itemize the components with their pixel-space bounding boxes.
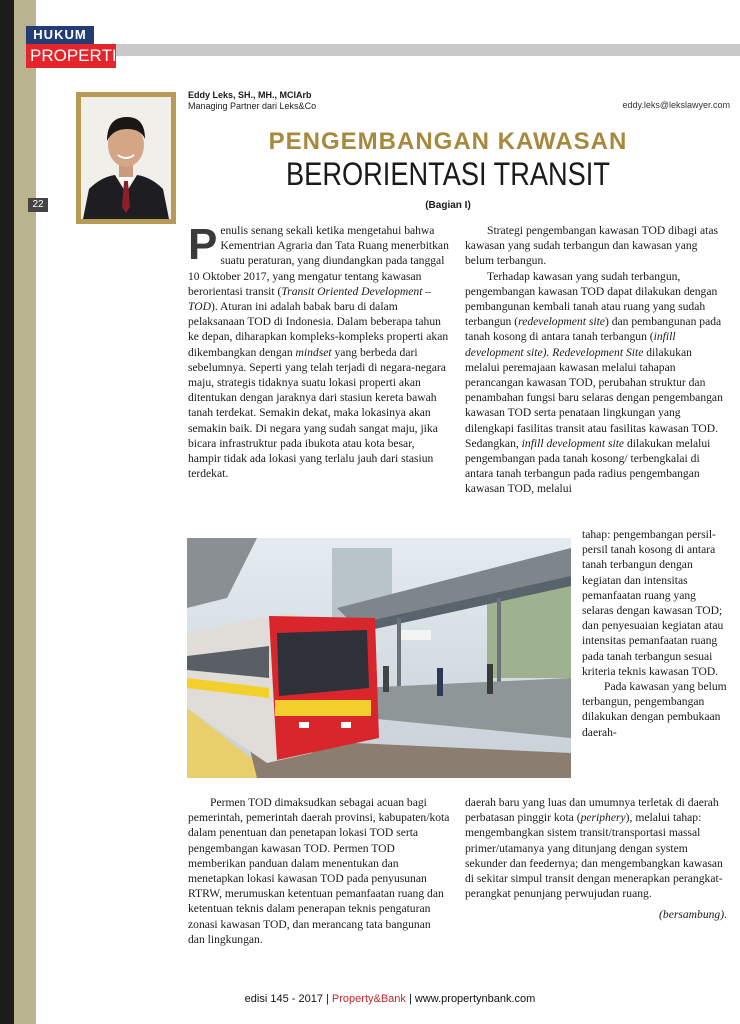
text-run: dilakukan melalui peremajaan kawasan melalui tahapan perancangan kawasan TOD, perubahan struktur dan penambahan fungsi baru selaras dengan pengembangan kawasan TOD serta penataan lingkungan yang dilengkapi fasilitas transit atau fasilitas kawasan TOD. Sedangkan, [465, 345, 723, 450]
column-3 [188, 795, 450, 947]
text-run: Terhadap kawasan yang sudah terbangun, pengembangan kawasan TOD dapat dilakukan dengan pembangunan kembali tanah atau ruang yang sudah terbangun ( [465, 269, 718, 329]
paragraph [465, 269, 727, 497]
author-photo [81, 97, 171, 219]
text-run: yang berbeda dari sebelumnya. Seperti yang telah terjadi di negara-negara maju, strategis tidaknya suatu lokasi properti akan ditentukan dengan jaraknya dari stasiun kereta bawah tanah terdekat. Semakin dekat, maka lokasinya akan semakin baik. Di negara yang sudah sangat maju, jika bicara infrastruktur pada ibukota atau kota besar, hampir tidak ada lokasi yang terlalu jauh dari stasiun terdekat. [188, 345, 446, 481]
text-run-italic: infill development site [521, 436, 625, 450]
article-title-line1: PENGEMBANGAN KAWASAN [268, 128, 628, 155]
article-subtitle: (Bagian I) [425, 200, 471, 211]
author-email: eddy.leks@lekslawyer.com [622, 100, 730, 110]
footer-url: | www.propertynbank.com [405, 993, 536, 1005]
left-margin-accent [14, 0, 36, 1024]
author-byline [188, 90, 316, 112]
column-1 [188, 220, 450, 481]
left-margin-band [0, 0, 14, 1024]
text-run: ) dan pembangunan pada tanah kosong di antara tanah terbangun ( [465, 315, 722, 344]
page-number: 22 [28, 198, 48, 212]
drop-cap: P [188, 220, 218, 269]
closing-note [465, 907, 727, 922]
text-run: ). Aturan ini adalah babak baru di dalam pelaksanaan TOD di Indonesia. Dalam beberapa tahun ke depan, diharapkan kompleks-kompleks properti akan dikembangkan dengan [188, 300, 449, 359]
column-4 [465, 795, 727, 923]
paragraph [188, 220, 450, 481]
text-run-italic: mindset [295, 345, 332, 359]
paragraph [465, 795, 727, 901]
paragraph: Pada kawasan yang belum terbangun, pengembangan dilakukan dengan pembukaan daerah- [582, 680, 727, 739]
column-2-continued [582, 527, 730, 740]
column-2 [465, 223, 727, 497]
paragraph: Permen TOD dimaksudkan sebagai acuan bagi pemerintah, pemerintah daerah provinsi, kabupaten/kota dalam penentuan dan penetapan lokasi TOD serta pengembangan kawasan TOD. Permen TOD memberikan panduan dalam menentukan dan menetapkan lokasi kawasan TOD pada penyusunan RTRW, merumuskan ketentuan pemanfaatan ruang dan ketentuan teknis dalam penerapan teknis pengaturan zonasi kawasan TOD, dan merancang tata bangunan dan lingkungan. [188, 796, 450, 946]
footer-edition: edisi 145 - 2017 | [244, 993, 332, 1005]
text-run-italic: Transit Oriented Development – TOD [188, 284, 432, 314]
paragraph: Strategi pengembangan kawasan TOD dibagi atas kawasan yang sudah terbangun dan kawasan yang belum terbangun. [465, 224, 719, 268]
train-photo-image [187, 538, 571, 778]
author-name: Eddy Leks, SH., MH., MCIArb [188, 90, 312, 100]
author-photo-frame [76, 92, 176, 224]
text-run-italic: periphery [580, 811, 626, 825]
article-title-line2: BERORIENTASI TRANSIT [286, 156, 610, 192]
text-run-italic: infill development site). Redevelopment Site [465, 330, 676, 359]
text-run: enulis senang sekali ketika mengetahui bahwa Kementrian Agraria dan Tata Ruang menerbitkan suatu peraturan, yang diundangkan pada tanggal 10 Oktober 2017, yang mengatur tentang kawasan berorientasi transit ( [188, 224, 449, 298]
text-run-italic: redevelopment site [518, 315, 605, 329]
author-portrait-image [81, 97, 171, 219]
text-run: daerah baru yang luas dan umumnya terletak di daerah perbatasan pinggir kota ( [465, 796, 719, 825]
page-footer [0, 993, 740, 1005]
author-role: Managing Partner dari Leks&Co [188, 101, 317, 111]
closing-text: (bersambung). [659, 908, 727, 922]
train-station-photo [187, 538, 571, 778]
section-label-properti: PROPERTI [26, 44, 116, 68]
header-strip [110, 44, 740, 56]
section-label-hukum: HUKUM [26, 26, 94, 44]
footer-brand: Property&Bank [331, 993, 406, 1005]
text-run: ), melalui tahap: mengembangkan sistem transit/transportasi massal primer/utamanya yang ditunjang dengan system sekunder dan feedernya; dan mengembangkan kawasan di sekitar simpul transit dengan menerapkan perangkat-perangkat penunjang perwujudan ruang. [465, 811, 723, 901]
paragraph: tahap: pengembangan persil-persil tanah kosong di antara tanah terbangun dengan kegiatan dan intensitas pemanfaatan ruang yang selaras dengan kawasan TOD; dan penyesuaian kegiatan atau intensitas pemanfaatan ruang pada tanah terbangun sesuai kriteria teknis kawasan TOD. [582, 528, 724, 678]
text-run: dilakukan melalui pengembangan pada tanah kosong/ terbengkalai di antara tanah terbangun pada radius pengembangan kawasan TOD, melalui [465, 436, 711, 496]
